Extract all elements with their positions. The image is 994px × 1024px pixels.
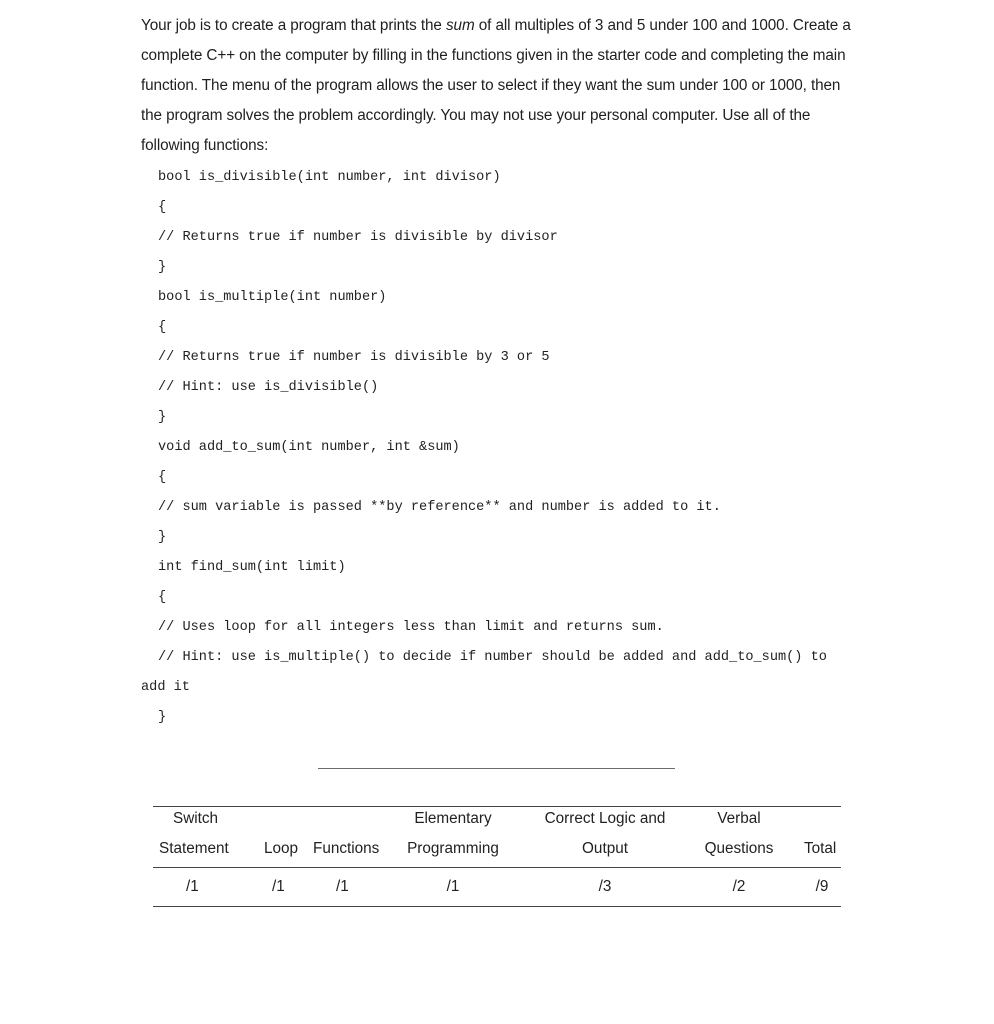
grading-rubric-table (153, 806, 841, 908)
code-line: void add_to_sum(int number, int &sum) (158, 440, 460, 455)
score-logic: /3 (598, 878, 612, 895)
header-correct-logic: Correct Logic and (544, 810, 666, 827)
instructions-text-part2: of all multiples of 3 and 5 under 100 and 1000. Create a complete C++ on the computer by filling in the functions given in the starter code and completing the main function. The menu of the program allows the user to select if they want the sum under 100 or 1000, then the program solves the problem accordingly. You may not use your personal computer. Use all of the following functions: (141, 17, 851, 154)
code-line: int find_sum(int limit) (158, 560, 346, 575)
table-header-rule (153, 867, 841, 868)
code-line: { (158, 320, 167, 335)
score-total: /9 (815, 878, 829, 895)
header-output: Output (582, 840, 628, 857)
score-switch: /1 (186, 878, 199, 895)
code-line: // Hint: use is_divisible() (158, 380, 379, 395)
code-line: } (158, 530, 167, 545)
signature-line (318, 768, 675, 769)
header-programming: Programming (407, 840, 499, 857)
header-statement: Statement (159, 840, 229, 857)
header-functions: Functions (313, 840, 380, 857)
instructions-paragraph (141, 11, 861, 161)
score-elementary: /1 (446, 878, 460, 895)
header-questions: Questions (704, 840, 774, 857)
code-line: // sum variable is passed **by reference** and number is added to it. (158, 500, 721, 515)
code-line: } (158, 710, 167, 725)
header-verbal: Verbal (717, 810, 761, 827)
instructions-text-part1: Your job is to create a program that prints the (141, 17, 446, 34)
header-total: Total (804, 840, 837, 857)
header-loop: Loop (264, 840, 299, 857)
score-verbal: /2 (732, 878, 746, 895)
code-line: { (158, 200, 167, 215)
code-line: } (158, 260, 167, 275)
code-line: { (158, 470, 167, 485)
code-line: bool is_multiple(int number) (158, 290, 387, 305)
code-line: // Returns true if number is divisible by 3 or 5 (158, 350, 550, 365)
table-bottom-rule (153, 906, 841, 907)
code-line: // Returns true if number is divisible by divisor (158, 230, 558, 245)
code-line: { (158, 590, 167, 605)
assignment-instructions (141, 11, 861, 161)
score-loop: /1 (272, 878, 285, 895)
code-line: bool is_divisible(int number, int divisor) (158, 170, 501, 185)
header-elementary: Elementary (414, 810, 492, 827)
score-functions: /1 (336, 878, 349, 895)
header-switch: Switch (173, 810, 219, 827)
code-line: // Uses loop for all integers less than limit and returns sum. (158, 620, 664, 635)
instructions-emphasis-sum: sum (446, 17, 475, 34)
code-line: } (158, 410, 167, 425)
table-top-rule (153, 806, 841, 807)
code-line: // Hint: use is_multiple() to decide if number should be added and add_to_sum() to (158, 650, 827, 665)
code-line: add it (141, 680, 190, 695)
